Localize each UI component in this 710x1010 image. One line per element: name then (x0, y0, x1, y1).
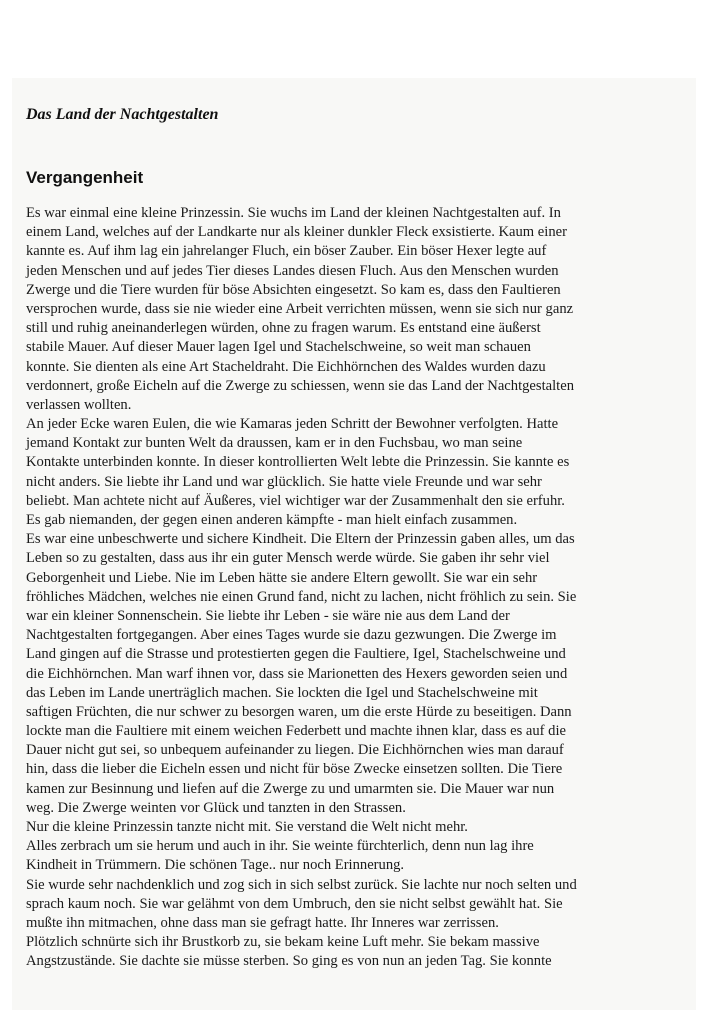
text-line: Plötzlich schnürte sich ihr Brustkorb zu, sie bekam keine Luft mehr. Sie bekam massive (26, 934, 540, 951)
body-text (26, 204, 686, 972)
text-line: Nachtgestalten fortgegangen. Aber eines Tages wurde sie dazu gezwungen. Die Zwerge im (26, 627, 557, 644)
text-line: verlassen wollten. (26, 396, 132, 413)
text-line: Sie wurde sehr nachdenklich und zog sich in sich selbst zurück. Sie lachte nur noch selten und (26, 876, 577, 893)
text-line: Es war einmal eine kleine Prinzessin. Sie wuchs im Land der kleinen Nachtgestalten auf. In (26, 205, 561, 221)
text-line: Geborgenheit und Liebe. Nie im Leben hätte sie andere Eltern gewollt. Sie war ein sehr (26, 569, 538, 586)
text-line: war ein kleiner Sonnenschein. Sie liebte ihr Leben - sie wäre nie aus dem Land der (26, 607, 510, 624)
text-line: lockte man die Faultiere mit einem weichen Federbett und machte ihnen klar, dass es auf die (26, 723, 567, 740)
text-line: Kontakte unterbinden konnte. In dieser kontrollierten Welt lebte die Prinzessin. Sie kannte es (26, 454, 570, 471)
text-line: sprach kaum noch. Sie war gelähmt von dem Umbruch, den sie nicht selbst gewählt hat. Sie (26, 895, 563, 912)
text-line: An jeder Ecke waren Eulen, die wie Kamaras jeden Schritt der Bewohner verfolgten. Hatte (26, 416, 559, 433)
text-line: Leben so zu gestalten, dass aus ihr ein guter Mensch werde würde. Sie gaben ihr sehr viel (26, 550, 550, 567)
text-line: das Leben im Lande unerträglich machen. Sie lockten die Igel und Stachelschweine mit (26, 684, 538, 701)
text-line: einem Land, welches auf der Landkarte nur als kleiner dunkler Fleck exsistierte. Kaum einer (26, 224, 567, 241)
text-line: Zwerge und die Tiere wurden für böse Absichten eingesetzt. So kam es, dass den Faultieren (26, 281, 561, 298)
text-line: verdonnert, große Eicheln auf die Zwerge zu schiessen, wenn sie das Land der Nachtgestalten (26, 377, 575, 394)
text-line: Land gingen auf die Strasse und protestierten gegen die Faultiere, Igel, Stachelschweine und (26, 646, 566, 663)
text-line: Kindheit in Trümmern. Die schönen Tage.. nur noch Erinnerung. (26, 857, 405, 874)
section-heading: Vergangenheit (26, 168, 144, 187)
text-line: beliebt. Man achtete nicht auf Äußeres, viel wichtiger war der Zusammenhalt den sie erfuhr. (26, 492, 565, 509)
document-title: Das Land der Nachtgestalten (26, 106, 219, 123)
text-line: Es gab niemanden, der gegen einen anderen kämpfte - man hielt einfach zusammen. (26, 512, 518, 528)
text-line: konnte. Sie dienten als eine Art Stacheldraht. Die Eichhörnchen des Waldes wurden dazu (26, 358, 546, 375)
text-line: Nur die kleine Prinzessin tanzte nicht mit. Sie verstand die Welt nicht mehr. (26, 819, 468, 835)
text-line: Alles zerbrach um sie herum und auch in ihr. Sie weinte fürchterlich, denn nun lag ihre (26, 838, 534, 855)
text-line: jemand Kontakt zur bunten Welt da draussen, kam er in den Fuchsbau, wo man seine (26, 435, 523, 452)
text-line: saftigen Früchten, die nur schwer zu besorgen waren, um die erste Hürde zu beseitigen. Dann (26, 703, 572, 720)
text-line: Angstzustände. Sie dachte sie müsse sterben. So ging es von nun an jeden Tag. Sie konnte (26, 953, 552, 970)
text-line: nicht anders. Sie liebte ihr Land und war glücklich. Sie hatte viele Freunde und war sehr (26, 473, 542, 490)
text-line: still und ruhig aneinanderlegen würden, ohne zu fragen warum. Es entstand eine äußerst (26, 320, 541, 337)
text-line: versprochen wurde, dass sie nie wieder eine Arbeit verrichten müssen, wenn sie sich nur ganz (26, 300, 574, 317)
text-line: fröhliches Mädchen, welches nie einen Grund fand, nicht zu lachen, nicht fröhlich zu sein. Sie (26, 588, 577, 605)
text-line: kannte es. Auf ihm lag ein jahrelanger Fluch, ein böser Zauber. Ein böser Hexer legte auf (26, 243, 547, 260)
text-line: weg. Die Zwerge weinten vor Glück und tanzten in den Strassen. (26, 799, 406, 816)
text-line: die Eichhörnchen. Man warf ihnen vor, dass sie Marionetten des Hexers geworden seien und (26, 665, 568, 682)
text-line: Es war eine unbeschwerte und sichere Kindheit. Die Eltern der Prinzessin gaben alles, um das (26, 531, 575, 548)
text-line: hin, dass die lieber die Eicheln essen und nicht für böse Zwecke einsetzen sollten. Die Tiere (26, 761, 563, 778)
text-line: kamen zur Besinnung und liefen auf die Zwerge zu und umarmten sie. Die Mauer war nun (26, 780, 555, 797)
text-line: mußte ihn mitmachen, ohne dass man sie gefragt hatte. Ihr Inneres war zerrissen. (26, 914, 499, 931)
text-line: stabile Mauer. Auf dieser Mauer lagen Igel und Stachelschweine, so weit man schauen (26, 339, 531, 356)
text-line: jeden Menschen und auf jedes Tier dieses Landes diesen Fluch. Aus den Menschen wurden (26, 262, 559, 279)
text-line: Dauer nicht gut sei, so unbequem aufeinander zu liegen. Die Eichhörnchen wies man darauf (26, 742, 564, 759)
